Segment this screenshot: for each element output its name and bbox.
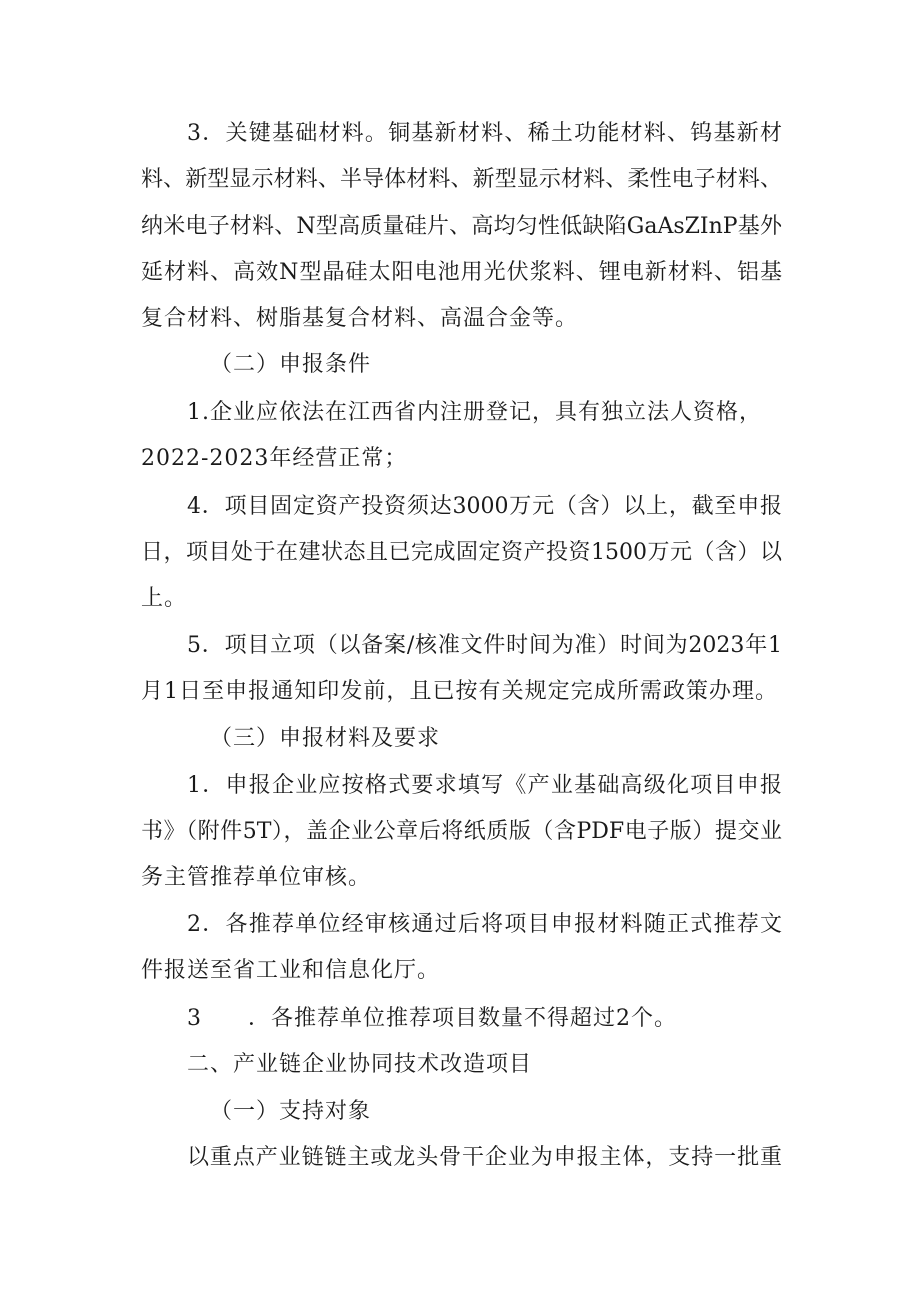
paragraph-line: 复合材料、树脂基复合材料、高温合金等。 (141, 306, 579, 331)
section-heading: （一）支持对象 (210, 1099, 372, 1124)
paragraph-line: 4．项目固定资产投资须达3000万元（含）以上，截至申报 (187, 494, 782, 519)
paragraph-line: 上。 (141, 586, 188, 611)
section-heading: （三）申报材料及要求 (210, 726, 441, 751)
paragraph-line: 务主管推荐单位审核。 (141, 865, 372, 890)
paragraph-line: 3 ．各推荐单位推荐项目数量不得超过2个。 (187, 1006, 677, 1031)
paragraph-line: 料、新型显示材料、半导体材料、新型显示材料、柔性电子材料、 (141, 167, 782, 192)
paragraph-line: 2．各推荐单位经审核通过后将项目申报材料随正式推荐文 (187, 912, 782, 937)
paragraph-line: 1.企业应依法在江西省内注册登记，具有独立法人资格， (187, 400, 762, 425)
paragraph-line: 月1日至申报通知印发前，且已按有关规定完成所需政策办理。 (141, 679, 777, 704)
paragraph-line: 纳米电子材料、N型高质量硅片、高均匀性低缺陷GaAsZInP基外 (141, 214, 782, 239)
paragraph-line: 3．关键基础材料。铜基新材料、稀土功能材料、钨基新材 (187, 121, 782, 146)
section-heading: 二、产业链企业协同技术改造项目 (187, 1052, 533, 1077)
paragraph-line: 1．申报企业应按格式要求填写《产业基础高级化项目申报 (187, 773, 782, 798)
paragraph-line: 件报送至省工业和信息化厅。 (141, 958, 441, 983)
paragraph-line: 2022-2023年经营正常； (141, 446, 408, 471)
section-heading: （二）申报条件 (210, 352, 372, 377)
paragraph-line: 延材料、高效N型晶硅太阳电池用光伏浆料、锂电新材料、铝基 (141, 260, 782, 285)
paragraph-line: 以重点产业链链主或龙头骨干企业为申报主体，支持一批重 (187, 1145, 782, 1170)
paragraph-line: 书》（附件5T），盖企业公章后将纸质版（含PDF电子版）提交业 (141, 819, 782, 844)
paragraph-line: 5．项目立项（以备案/核准文件时间为准）时间为2023年1 (187, 633, 782, 658)
paragraph-line: 日，项目处于在建状态且已完成固定资产投资1500万元（含）以 (141, 540, 782, 565)
